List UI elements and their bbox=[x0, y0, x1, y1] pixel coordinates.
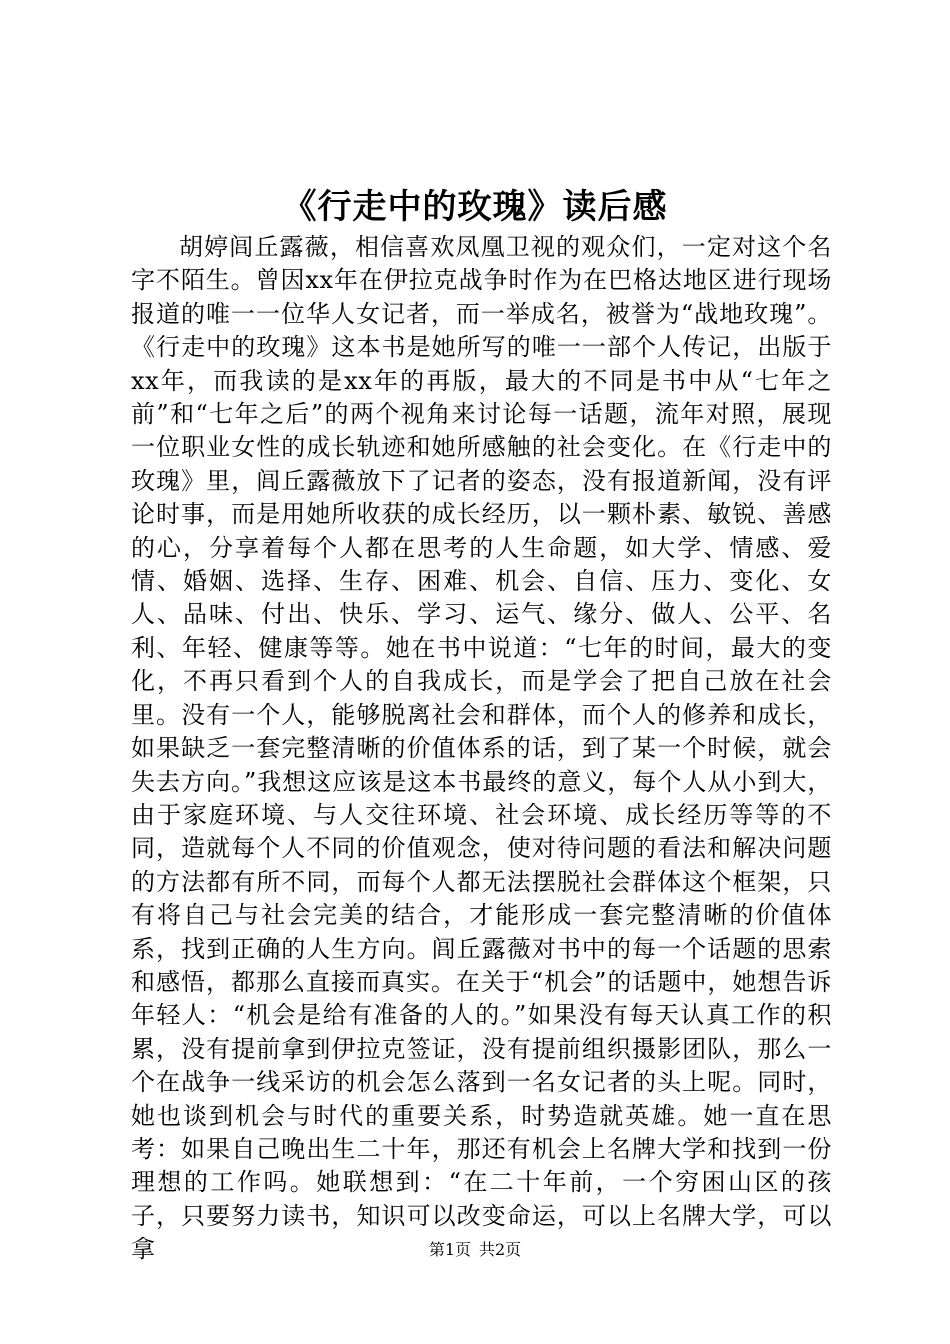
body-paragraph: 胡婷闾丘露薇，相信喜欢凤凰卫视的观众们，一定对这个名字不陌生。曾因xx年在伊拉克战争时作为在巴格达地区进行现场报道的唯一一位华人女记者，而一举成名，被誉为“战地玫瑰”。《行走中的玫瑰》这本书是她所写的唯一一部个人传记，出版于xx年，而我读的是xx年的再版，最大的不同是书中从“七年之前”和“七年之后”的两个视角来讨论每一话题，流年对照，展现一位职业女性的成长轨迹和她所感触的社会变化。在《行走中的玫瑰》里，闾丘露薇放下了记者的姿态，没有报道新闻，没有评论时事，而是用她所收获的成长经历，以一颗朴素、敏锐、善感的心，分享着每个人都在思考的人生命题，如大学、情感、爱情、婚姻、选择、生存、困难、机会、自信、压力、变化、女人、品味、付出、快乐、学习、运气、缘分、做人、公平、名利、年轻、健康等等。她在书中说道：“七年的时间，最大的变化，不再只看到个人的自我成长，而是学会了把自己放在社会里。没有一个人，能够脱离社会和群体，而个人的修养和成长，如果缺乏一套完整清晰的价值体系的话，到了某一个时候，就会失去方向。”我想这应该是这本书最终的意义，每个人从小到大，由于家庭环境、与人交往环境、社会环境、成长经历等等的不同，造就每个人不同的价值观念，使对待问题的看法和解决问题的方法都有所不同，而每个人都无法摆脱社会群体这个框架，只有将自己与社会完美的结合，才能形成一套完整清晰的价值体系，找到正确的人生方向。闾丘露薇对书中的每一个话题的思索和感悟，都那么直接而真实。在关于“机会”的话题中，她想告诉年轻人：“机会是给有准备的人的。”如果没有每天认真工作的积累，没有提前拿到伊拉克签证，没有提前组织摄影团队，那么一个在战争一线采访的机会怎么落到一名女记者的头上呢。同时，她也谈到机会与时代的重要关系，时势造就英雄。她一直在思考：如果自己晚出生二十年，那还有机会上名牌大学和找到一份理想的工作吗。她联想到：“在二十年前，一个穷困山区的孩子，只要努力读书，知识可以改变命运，可以上名牌大学，可以拿 bbox=[131, 233, 832, 1264]
page-footer bbox=[0, 1238, 950, 1262]
page-total: 共2页 bbox=[479, 1240, 522, 1259]
document-title: 《行走中的玫瑰》读后感 bbox=[282, 187, 668, 227]
page-number: 第1页 bbox=[428, 1240, 471, 1259]
